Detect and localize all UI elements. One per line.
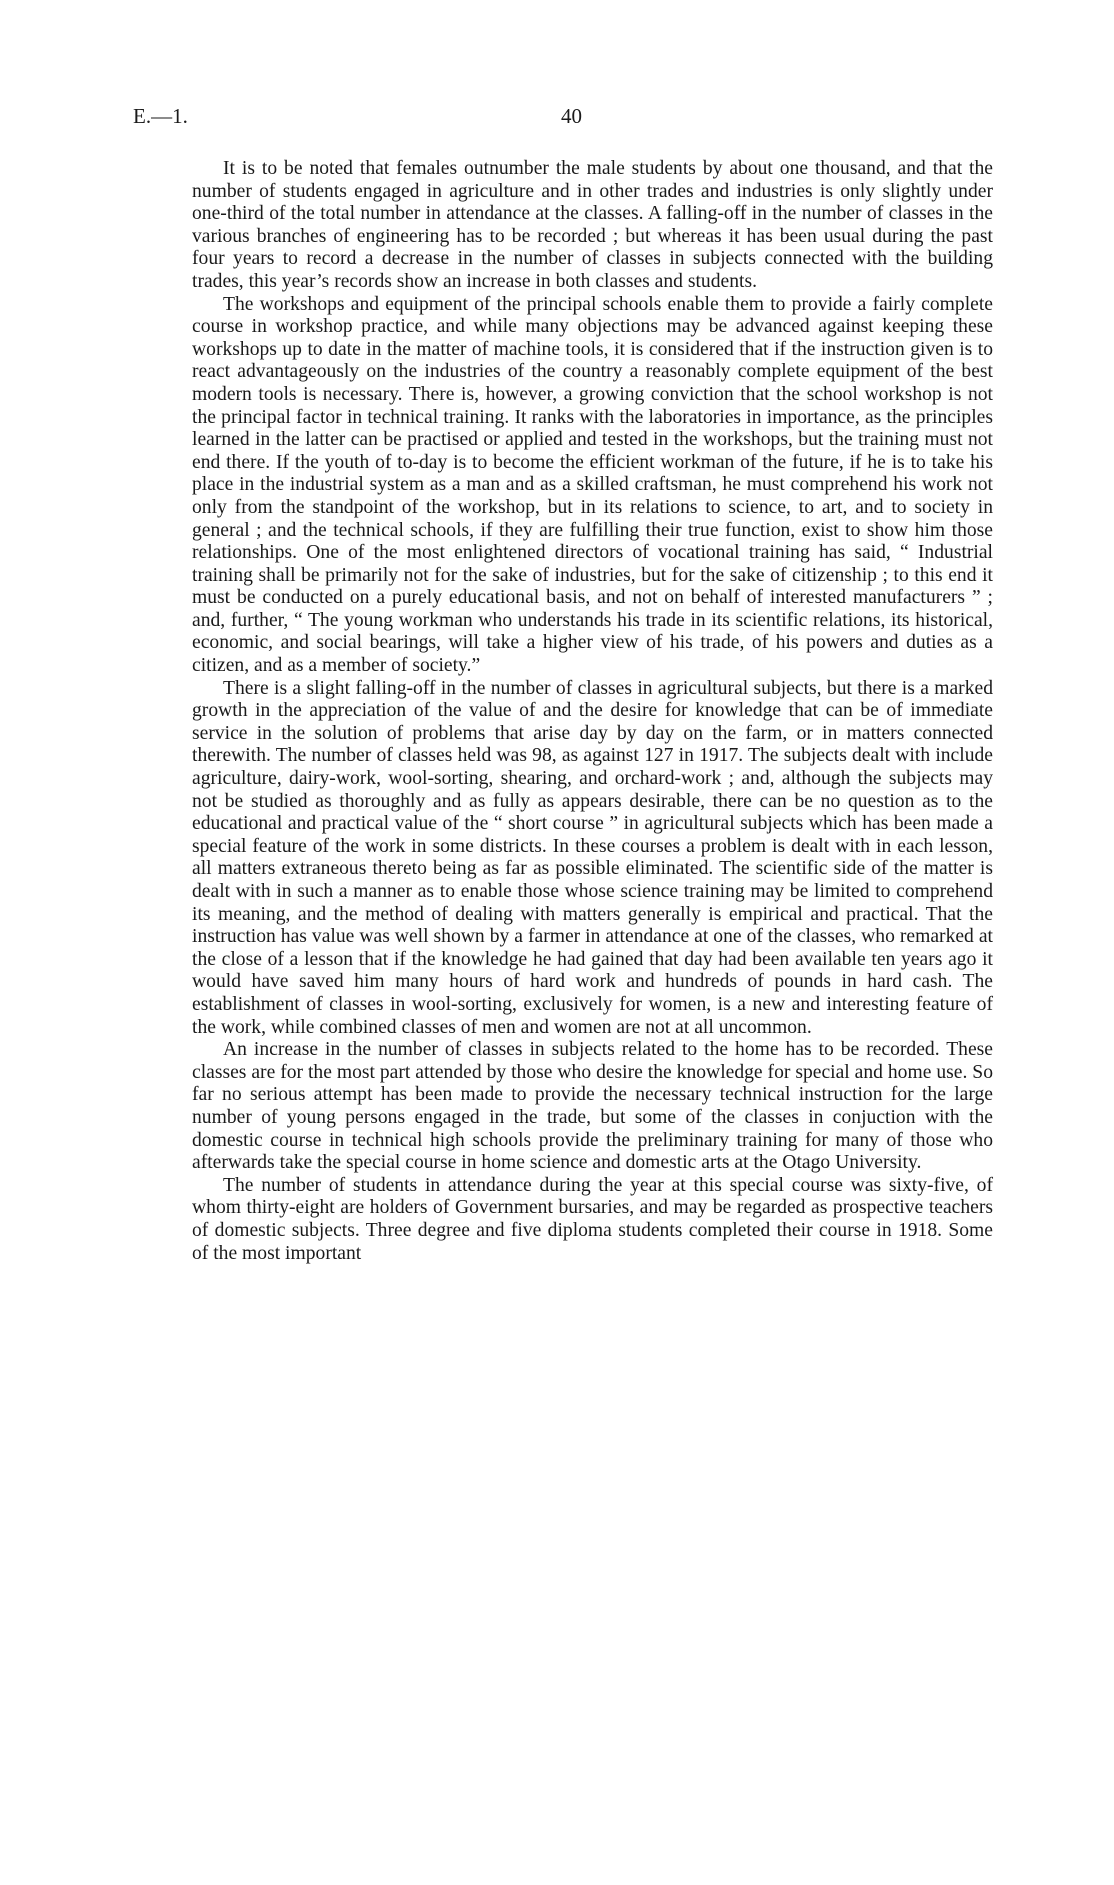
body-text [192,158,993,1265]
paragraph-workshops: The workshops and equipment of the principal schools enable them to provide a fairly complete course in workshop practice, and while many objections may be advanced against keeping these workshops up to date in the matter of machine tools, it is considered that if the instruction given is to react advantageously on the industries of the country a reasonably complete equipment of the best modern tools is necessary. There is, however, a growing conviction that the school workshop is not the principal factor in technical training. It ranks with the laboratories in importance, as the principles learned in the latter can be practised or applied and tested in the workshops, but the training must not end there. If the youth of to-day is to become the efficient workman of the future, if he is to take his place in the industrial system as a man and as a skilled craftsman, he must comprehend his work not only from the standpoint of the workshop, but in its relations to science, to art, and to society in general ; and the technical schools, if they are fulfilling their true function, exist to show him those relationships. One of the most enlightened directors of vocational training has said, “ Industrial training shall be primarily not for the sake of industries, but for the sake of citizenship ; to this end it must be conducted on a purely educational basis, and not on behalf of interested manufacturers ” ; and, further, “ The young workman who understands his trade in its scientific relations, its historical, economic, and social bearings, will take a higher view of his trade, of his powers and duties as a citizen, and as a member of society.” [192,293,993,677]
paragraph-agricultural-subjects: There is a slight falling-off in the number of classes in agricultural subjects, but there is a marked growth in the appreciation of the value of and the desire for knowledge that can be of immediate service in the solution of problems that arise day by day on the farm, or in matters connected therewith. The number of classes held was 98, as against 127 in 1917. The subjects dealt with include agriculture, dairy-work, wool-sorting, shearing, and orchard-work ; and, although the subjects may not be studied as thoroughly and as fully as appears desirable, there can be no question as to the educational and practical value of the “ short course ” in agricultural subjects which has been made a special feature of the work in some districts. In these courses a problem is dealt with in each lesson, all matters extraneous thereto being as far as possible eliminated. The scientific side of the matter is dealt with in such a manner as to enable those whose science training may be limited to comprehend its meaning, and the method of dealing with matters generally is empirical and practical. That the instruction has value was well shown by a farmer in attendance at one of the classes, who remarked at the close of a lesson that if the knowledge he had gained that day had been available ten years ago it would have saved him many hours of hard work and hundreds of pounds in hard cash. The establishment of classes in wool-sorting, exclusively for women, is a new and interesting feature of the work, while combined classes of men and women are not at all uncommon. [192,677,993,1038]
document-reference: E.—1. [133,104,188,128]
paragraph-special-course: The number of students in attendance during the year at this special course was sixty-five, of whom thirty-eight are holders of Government bursaries, and may be regarded as prospective teachers of domestic subjects. Three degree and five diploma students completed their course in 1918. Some of the most important [192,1174,993,1264]
page-number: 40 [561,104,582,128]
paragraph-female-enrolment: It is to be noted that females outnumber the male students by about one thousand, and that the number of students engaged in agriculture and in other trades and industries is only slightly under one-third of the total number in attendance at the classes. A falling-off in the number of classes in the various branches of engineering has to be recorded ; but whereas it has been usual during the past four years to record a decrease in the number of classes in subjects connected with the building trades, this year’s records show an increase in both classes and students. [192,158,993,292]
paragraph-home-subjects: An increase in the number of classes in subjects related to the home has to be recorded. These classes are for the most part attended by those who desire the knowledge for special and home use. So far no serious attempt has been made to provide the necessary technical instruction for the large number of young persons engaged in the trade, but some of the classes in conjuction with the domestic course in technical high schools provide the preliminary training for many of those who afterwards take the special course in home science and domestic arts at the Otago University. [192,1039,993,1174]
page-header [133,104,993,138]
